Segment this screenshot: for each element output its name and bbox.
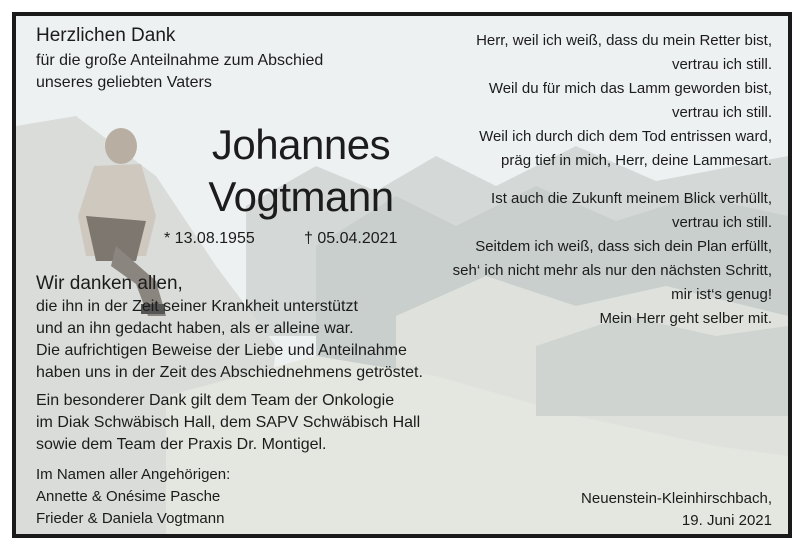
poem-line: Herr, weil ich weiß, dass du mein Retter bist,	[476, 32, 772, 49]
birth-date: * 13.08.1955	[164, 230, 255, 247]
poem-line: Mein Herr geht selber mit.	[599, 310, 772, 327]
death-date: † 05.04.2021	[304, 230, 398, 247]
header-line: unseres geliebten Vaters	[36, 74, 212, 91]
date: 19. Juni 2021	[681, 512, 772, 529]
signature-name: Annette & Onésime Pasche	[36, 488, 221, 505]
poem-line: vertrau ich still.	[671, 56, 772, 73]
header-line: für die große Anteilnahme zum Abschied	[36, 52, 324, 69]
thanks-line: haben uns in der Zeit des Abschiednehmens getröstet.	[36, 364, 423, 381]
thanks-line: Die aufrichtigen Beweise der Liebe und Anteilnahme	[36, 342, 407, 359]
signature-name: Frieder & Daniela Vogtmann	[36, 510, 225, 527]
poem-line: vertrau ich still.	[671, 104, 772, 121]
thanks-line: und an ihn gedacht haben, als er alleine war.	[36, 320, 354, 337]
poem-line: Weil du für mich das Lamm geworden bist,	[488, 80, 772, 97]
thanks-title: Herzlichen Dank	[36, 25, 176, 46]
poem-line: seh‘ ich nicht mehr als nur den nächsten Schritt,	[452, 262, 772, 279]
poem-line: Ist auch die Zukunft meinem Blick verhüllt,	[491, 190, 772, 207]
special-thanks-line: Ein besonderer Dank gilt dem Team der Onkologie	[36, 392, 395, 409]
special-thanks-line: im Diak Schwäbisch Hall, dem SAPV Schwäbisch Hall	[36, 414, 421, 431]
poem-line: präg tief in mich, Herr, deine Lammesart.	[501, 152, 772, 169]
poem-line: mir ist‘s genug!	[671, 286, 772, 303]
thanks-heading: Wir danken allen,	[36, 273, 183, 294]
deceased-last-name: Vogtmann	[208, 173, 394, 220]
special-thanks-line: sowie dem Team der Praxis Dr. Montigel.	[36, 436, 327, 453]
obituary-card	[12, 12, 792, 538]
poem-line: Weil ich durch dich dem Tod entrissen ward,	[479, 128, 772, 145]
thanks-line: die ihn in der Zeit seiner Krankheit unterstützt	[36, 298, 358, 315]
signature-intro: Im Namen aller Angehörigen:	[36, 466, 231, 483]
place: Neuenstein-Kleinhirschbach,	[581, 490, 772, 507]
poem-line: vertrau ich still.	[671, 214, 772, 231]
deceased-first-name: Johannes	[211, 121, 391, 168]
poem-line: Seitdem ich weiß, dass sich dein Plan erfüllt,	[475, 238, 772, 255]
